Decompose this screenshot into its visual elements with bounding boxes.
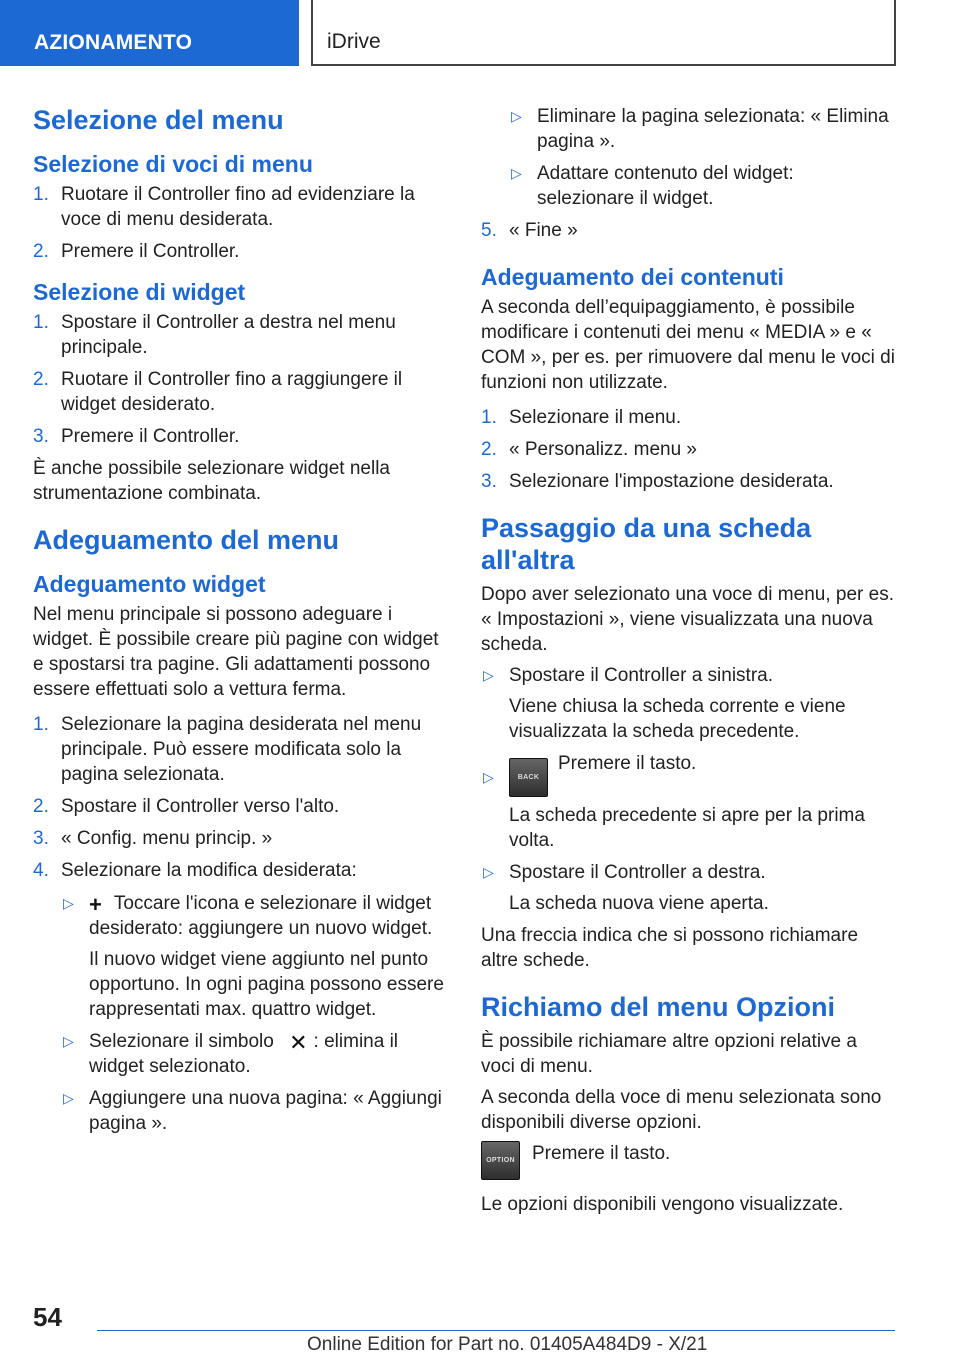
page-header [0, 0, 960, 66]
sub-options-continued [481, 104, 896, 211]
steps-adjust [33, 712, 448, 1136]
step-item [33, 239, 448, 264]
step-text: Selezionare il menu. [509, 407, 682, 428]
steps-menu-items [33, 182, 448, 264]
heading-tabs: Passaggio da una scheda all'altra [481, 513, 812, 575]
steps-widget [33, 310, 448, 449]
section-tab [0, 0, 299, 66]
tabs-item-text: Premere il tasto. [558, 753, 697, 774]
step-text: Ruotare il Controller fino a raggiungere il widget desiderato. [61, 369, 403, 415]
step-number: 1. [33, 714, 49, 735]
tabs-item-extra: Viene chiusa la scheda corrente e viene visualizzata la scheda precedente. [509, 696, 846, 742]
chapter-title: iDrive [327, 30, 381, 53]
sub-option-item [481, 161, 896, 211]
option-key-text: Premere il tasto. [532, 1143, 671, 1164]
option-key-row [481, 1141, 896, 1180]
sub-option-text: Aggiungere una nuova pagina: « Aggiungi pagina ». [89, 1088, 442, 1134]
triangle-bullet-icon: ▷ [63, 1033, 74, 1049]
option-key-icon: OPTION [481, 1141, 520, 1180]
step-number: 2. [481, 439, 497, 460]
triangle-bullet-icon: ▷ [483, 667, 494, 683]
step-text: « Personalizz. menu » [509, 439, 697, 460]
step-number: 5. [481, 220, 497, 241]
step-item [481, 469, 896, 494]
sub-option-text-after: : elimina il widget selezionato. [89, 1031, 399, 1077]
tabs-item-extra: La scheda precedente si apre per la prima volta. [509, 805, 865, 851]
heading-menu-selection: Selezione del menu [33, 105, 284, 135]
section-title: AZIONAMENTO [34, 31, 193, 54]
sub-option-extra: Il nuovo widget viene aggiunto nel punto opportuno. In ogni pagina possono essere rappresentati max. quattro widget. [89, 949, 444, 1020]
sub-options-list [61, 891, 448, 1136]
triangle-bullet-icon: ▷ [63, 1090, 74, 1106]
heading-menu-items: Selezione di voci di menu [33, 151, 313, 177]
tabs-intro: Dopo aver selezionato una voce di menu, per es. « Impostazioni », viene visualizzata una nuova scheda. [481, 584, 894, 655]
step-item [33, 182, 448, 232]
widget-adjust-intro: Nel menu principale si possono adeguare i widget. È possibile creare più pagine con widget e spostarsi tra pagine. Gli adattamenti possono essere effettuati solo a vettura ferma. [33, 604, 439, 700]
sub-option-text: Toccare l'icona e selezionare il widget desiderato: aggiungere un nuovo widget. [89, 893, 433, 939]
step-text: « Config. menu princip. » [61, 828, 273, 849]
heading-widget-adjust: Adeguamento widget [33, 571, 266, 597]
footer-divider [97, 1330, 895, 1331]
step-item [481, 437, 896, 462]
tabs-item [481, 860, 896, 916]
step-text: « Fine » [509, 220, 578, 241]
options-p1: È possibile richiamare altre opzioni relative a voci di menu. [481, 1031, 857, 1077]
options-p3: Le opzioni disponibili vengono visualizzate. [481, 1194, 844, 1215]
step-item [33, 310, 448, 360]
step-text: Selezionare la modifica desiderata: [61, 860, 357, 881]
step-number: 1. [33, 312, 49, 333]
sub-option-text: Eliminare la pagina selezionata: « Elimina pagina ». [537, 106, 889, 152]
step-item [33, 424, 448, 449]
step-text: Selezionare l'impostazione desiderata. [509, 471, 834, 492]
step-item [33, 794, 448, 819]
tabs-list [481, 663, 896, 916]
sub-option-text: Adattare contenuto del widget: selezionare il widget. [537, 163, 794, 209]
step-item [33, 367, 448, 417]
widget-note: È anche possibile selezionare widget nella strumentazione combinata. [33, 458, 391, 504]
right-column [481, 96, 896, 1223]
step-item [33, 826, 448, 851]
triangle-bullet-icon: ▷ [63, 895, 74, 911]
step-text: Premere il Controller. [61, 241, 240, 262]
step-number: 1. [33, 184, 49, 205]
step-text: Spostare il Controller verso l'alto. [61, 796, 340, 817]
back-key-icon: BACK [509, 758, 548, 797]
page-number: 54 [33, 1302, 62, 1332]
left-column [33, 96, 448, 1143]
tabs-item-text: Spostare il Controller a destra. [509, 862, 766, 883]
triangle-bullet-icon: ▷ [483, 864, 494, 880]
content-intro: A seconda dell’equipaggiamento, è possibile modificare i contenuti dei menu « MEDIA » e « COM », per es. per rimuovere dal menu le voci di funzioni non utilizzate. [481, 297, 895, 393]
plus-icon: + [89, 892, 102, 917]
tabs-item [481, 663, 896, 744]
step-number: 2. [33, 796, 49, 817]
chapter-tab [311, 0, 896, 66]
step-text: Premere il Controller. [61, 426, 240, 447]
heading-menu-adjust: Adeguamento del menu [33, 525, 340, 555]
sub-option-item [61, 1029, 448, 1079]
heading-options: Richiamo del menu Opzioni [481, 992, 836, 1022]
close-x-icon: ✕ [289, 1030, 308, 1055]
heading-content-adjust: Adeguamento dei contenuti [481, 264, 784, 290]
step-number: 4. [33, 860, 49, 881]
sub-option-item [61, 1086, 448, 1136]
tabs-item [481, 751, 896, 853]
sub-option-item [481, 104, 896, 154]
step-number: 1. [481, 407, 497, 428]
sub-option-text: Selezionare il simbolo [89, 1031, 274, 1052]
sub-option-item [61, 891, 448, 1022]
step-item [33, 858, 448, 1136]
step-number: 2. [33, 241, 49, 262]
step-item [33, 712, 448, 787]
options-p2: A seconda della voce di menu selezionata sono disponibili diverse opzioni. [481, 1087, 882, 1133]
step-text: Selezionare la pagina desiderata nel menu principale. Può essere modificata solo la pagina selezionata. [61, 714, 422, 785]
steps-content [481, 405, 896, 494]
step-number: 3. [33, 828, 49, 849]
step-text: Spostare il Controller a destra nel menu principale. [61, 312, 396, 358]
step-text: Ruotare il Controller fino ad evidenziare la voce di menu desiderata. [61, 184, 415, 230]
triangle-bullet-icon: ▷ [483, 769, 494, 785]
step-number: 2. [33, 369, 49, 390]
step-number: 3. [33, 426, 49, 447]
tabs-item-text: Spostare il Controller a sinistra. [509, 665, 773, 686]
tabs-note: Una freccia indica che si possono richiamare altre schede. [481, 925, 859, 971]
footer-edition: Online Edition for Part no. 01405A484D9 - X/21 [307, 1334, 708, 1355]
triangle-bullet-icon: ▷ [511, 108, 522, 124]
step-item [481, 405, 896, 430]
tabs-item-extra: La scheda nuova viene aperta. [509, 893, 769, 914]
step-number: 3. [481, 471, 497, 492]
triangle-bullet-icon: ▷ [511, 165, 522, 181]
step-five [481, 218, 896, 243]
heading-widget-selection: Selezione di widget [33, 279, 246, 305]
step-item [481, 218, 896, 243]
